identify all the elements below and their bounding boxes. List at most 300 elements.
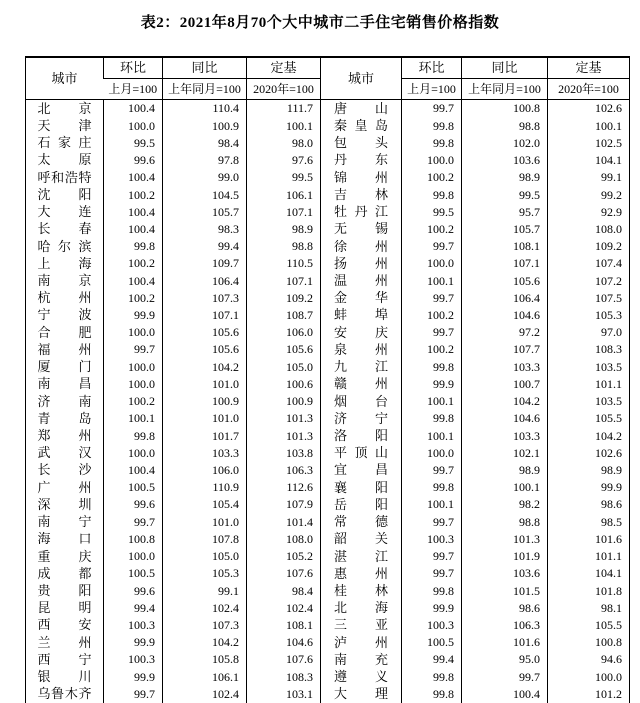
yoy-value: 101.0: [163, 376, 247, 393]
city-name: 泉州: [334, 341, 388, 357]
city-cell: [321, 462, 402, 479]
city-cell: [26, 513, 104, 530]
base-value: 104.2: [548, 427, 630, 444]
mom-value: 100.2: [402, 307, 462, 324]
mom-value: 100.1: [402, 272, 462, 289]
base-value: 105.3: [548, 307, 630, 324]
city-cell: [321, 100, 402, 118]
city-cell: [321, 393, 402, 410]
subheader-base-right: 2020年=100: [548, 79, 630, 100]
yoy-value: 107.7: [462, 341, 548, 358]
mom-value: 99.7: [402, 100, 462, 118]
base-value: 108.3: [247, 668, 321, 685]
city-name: 包头: [334, 135, 388, 151]
city-cell: [321, 186, 402, 203]
city-name: 南京: [37, 273, 92, 288]
mom-value: 99.6: [104, 496, 163, 513]
base-value: 101.1: [548, 376, 630, 393]
city-cell: [26, 289, 104, 306]
yoy-value: 106.4: [462, 289, 548, 306]
city-name: 太原: [37, 152, 92, 168]
yoy-value: 98.8: [462, 513, 548, 530]
city-name: 金华: [334, 290, 388, 306]
table-row: [26, 427, 630, 444]
table-row: [26, 496, 630, 513]
yoy-value: 107.1: [462, 255, 548, 272]
yoy-value: 108.1: [462, 238, 548, 255]
table-row: [26, 582, 630, 599]
city-name: 泸州: [334, 634, 388, 650]
base-value: 100.6: [247, 376, 321, 393]
mom-value: 100.0: [104, 548, 163, 565]
base-value: 107.1: [247, 272, 321, 289]
mom-value: 100.0: [104, 117, 163, 134]
base-value: 97.0: [548, 324, 630, 341]
city-name: 郑州: [37, 427, 92, 443]
table-body: [26, 100, 630, 703]
city-name: 合肥: [37, 324, 92, 340]
mom-value: 99.7: [104, 685, 163, 703]
mom-value: 100.5: [104, 479, 163, 496]
yoy-value: 101.6: [462, 634, 548, 651]
mom-value: 99.8: [402, 117, 462, 134]
city-cell: [26, 410, 104, 427]
table-header: [26, 57, 630, 100]
base-value: 107.4: [548, 255, 630, 272]
yoy-value: 95.7: [462, 203, 548, 220]
mom-value: 100.1: [402, 427, 462, 444]
base-value: 107.2: [548, 272, 630, 289]
city-cell: [321, 221, 402, 238]
city-name: 长沙: [37, 462, 92, 478]
base-value: 98.6: [548, 496, 630, 513]
yoy-value: 99.4: [163, 238, 247, 255]
mom-value: 100.3: [402, 530, 462, 547]
yoy-value: 107.3: [163, 289, 247, 306]
city-cell: [26, 324, 104, 341]
city-cell: [321, 289, 402, 306]
city-name: 杭州: [37, 290, 92, 306]
yoy-value: 105.6: [462, 272, 548, 289]
base-value: 101.3: [247, 410, 321, 427]
mom-value: 100.0: [104, 324, 163, 341]
city-name: 三亚: [334, 617, 388, 633]
city-cell: [26, 341, 104, 358]
city-cell: [321, 410, 402, 427]
mom-value: 100.5: [402, 634, 462, 651]
city-name: 上海: [37, 255, 92, 271]
mom-value: 99.7: [104, 341, 163, 358]
mom-value: 100.4: [104, 462, 163, 479]
city-name: 岳阳: [334, 496, 388, 512]
city-cell: [26, 530, 104, 547]
mom-value: 99.6: [104, 152, 163, 169]
yoy-value: 98.8: [462, 117, 548, 134]
city-cell: [26, 599, 104, 616]
city-name: 烟台: [334, 393, 388, 409]
header-city-right: 城市: [321, 57, 402, 100]
base-value: 112.6: [247, 479, 321, 496]
city-name: 丹东: [334, 152, 388, 168]
yoy-value: 103.3: [462, 427, 548, 444]
mom-value: 99.8: [402, 479, 462, 496]
mom-value: 99.8: [402, 582, 462, 599]
city-cell: [321, 651, 402, 668]
table-title: 表2：2021年8月70个大中城市二手住宅销售价格指数: [140, 15, 500, 31]
city-name: 平顶山: [334, 445, 388, 461]
base-value: 110.5: [247, 255, 321, 272]
city-cell: [26, 376, 104, 393]
yoy-value: 102.1: [462, 444, 548, 461]
table-row: [26, 617, 630, 634]
base-value: 108.0: [548, 221, 630, 238]
mom-value: 99.5: [402, 203, 462, 220]
mom-value: 100.4: [104, 221, 163, 238]
city-name: 南昌: [37, 376, 92, 392]
yoy-value: 104.6: [462, 307, 548, 324]
city-cell: [321, 530, 402, 547]
base-value: 100.0: [548, 668, 630, 685]
city-cell: [321, 582, 402, 599]
mom-value: 99.4: [402, 651, 462, 668]
base-value: 103.5: [548, 358, 630, 375]
table-row: [26, 548, 630, 565]
yoy-value: 98.4: [163, 134, 247, 151]
yoy-value: 98.2: [462, 496, 548, 513]
city-cell: [26, 307, 104, 324]
base-value: 100.1: [548, 117, 630, 134]
mom-value: 100.2: [104, 289, 163, 306]
city-cell: [26, 100, 104, 118]
city-cell: [26, 221, 104, 238]
base-value: 99.9: [548, 479, 630, 496]
yoy-value: 110.9: [163, 479, 247, 496]
mom-value: 100.4: [104, 203, 163, 220]
yoy-value: 101.0: [163, 410, 247, 427]
yoy-value: 106.4: [163, 272, 247, 289]
base-value: 98.8: [247, 238, 321, 255]
base-value: 98.9: [247, 221, 321, 238]
mom-value: 99.7: [402, 238, 462, 255]
yoy-value: 105.4: [163, 496, 247, 513]
base-value: 101.8: [548, 582, 630, 599]
base-value: 99.1: [548, 169, 630, 186]
city-cell: [321, 565, 402, 582]
city-name: 温州: [334, 273, 388, 288]
mom-value: 100.3: [104, 617, 163, 634]
header-row-main: [26, 57, 630, 79]
yoy-value: 98.9: [462, 462, 548, 479]
city-cell: [321, 134, 402, 151]
city-name: 济宁: [334, 410, 388, 426]
yoy-value: 101.7: [163, 427, 247, 444]
city-cell: [26, 582, 104, 599]
city-cell: [321, 685, 402, 703]
city-name: 湛江: [334, 548, 388, 564]
city-name: 广州: [37, 479, 92, 495]
yoy-value: 100.7: [462, 376, 548, 393]
base-value: 102.6: [548, 444, 630, 461]
yoy-value: 104.2: [462, 393, 548, 410]
table-row: [26, 324, 630, 341]
base-value: 102.6: [548, 100, 630, 118]
subheader-yoy-left: 上年同月=100: [163, 79, 247, 100]
city-cell: [321, 376, 402, 393]
city-name: 大连: [37, 204, 92, 220]
mom-value: 99.7: [402, 324, 462, 341]
table-row: [26, 186, 630, 203]
city-name: 徐州: [334, 238, 388, 254]
base-value: 107.5: [548, 289, 630, 306]
city-name: 牡丹江: [334, 204, 388, 220]
city-cell: [321, 599, 402, 616]
mom-value: 99.8: [402, 668, 462, 685]
table-row: [26, 117, 630, 134]
table-row: [26, 410, 630, 427]
yoy-value: 101.0: [163, 513, 247, 530]
base-value: 105.5: [548, 410, 630, 427]
city-cell: [321, 203, 402, 220]
city-name: 福州: [37, 341, 92, 357]
city-cell: [321, 634, 402, 651]
yoy-value: 107.1: [163, 307, 247, 324]
mom-value: 99.7: [402, 289, 462, 306]
city-cell: [26, 668, 104, 685]
city-name: 济南: [37, 393, 92, 409]
city-cell: [26, 393, 104, 410]
city-name: 北京: [37, 100, 92, 116]
table-row: [26, 169, 630, 186]
yoy-value: 99.5: [462, 186, 548, 203]
table-row: [26, 479, 630, 496]
mom-value: 99.9: [104, 634, 163, 651]
city-cell: [26, 444, 104, 461]
city-name: 贵阳: [37, 582, 92, 598]
yoy-value: 106.3: [462, 617, 548, 634]
table-row: [26, 255, 630, 272]
city-cell: [321, 169, 402, 186]
city-cell: [26, 479, 104, 496]
base-value: 100.8: [548, 634, 630, 651]
yoy-value: 106.0: [163, 462, 247, 479]
table-row: [26, 358, 630, 375]
table-row: [26, 289, 630, 306]
city-cell: [26, 548, 104, 565]
city-name: 石家庄: [37, 135, 92, 151]
city-cell: [26, 651, 104, 668]
price-index-table: [25, 56, 630, 703]
city-name: 南宁: [37, 514, 92, 530]
city-name: 呼和浩特: [37, 169, 92, 185]
city-name: 厦门: [37, 359, 92, 375]
mom-value: 100.4: [104, 272, 163, 289]
mom-value: 99.9: [402, 599, 462, 616]
header-base-left: 定基: [247, 57, 321, 79]
mom-value: 100.0: [104, 444, 163, 461]
base-value: 111.7: [247, 100, 321, 118]
base-value: 101.2: [548, 685, 630, 703]
yoy-value: 104.2: [163, 358, 247, 375]
city-name: 襄阳: [334, 479, 388, 495]
mom-value: 100.1: [104, 410, 163, 427]
mom-value: 99.8: [402, 410, 462, 427]
base-value: 101.6: [548, 530, 630, 547]
subheader-yoy-right: 上年同月=100: [462, 79, 548, 100]
base-value: 103.8: [247, 444, 321, 461]
city-cell: [26, 617, 104, 634]
yoy-value: 104.6: [462, 410, 548, 427]
base-value: 107.1: [247, 203, 321, 220]
base-value: 94.6: [548, 651, 630, 668]
mom-value: 100.5: [104, 565, 163, 582]
yoy-value: 110.4: [163, 100, 247, 118]
city-cell: [26, 152, 104, 169]
base-value: 98.5: [548, 513, 630, 530]
city-name: 宁波: [37, 307, 92, 323]
city-cell: [26, 186, 104, 203]
city-cell: [321, 358, 402, 375]
mom-value: 99.8: [402, 134, 462, 151]
mom-value: 99.9: [402, 376, 462, 393]
subheader-mom-right: 上月=100: [402, 79, 462, 100]
mom-value: 99.7: [402, 565, 462, 582]
base-value: 108.3: [548, 341, 630, 358]
table-row: [26, 376, 630, 393]
header-yoy-right: 同比: [462, 57, 548, 79]
city-cell: [26, 117, 104, 134]
city-cell: [321, 668, 402, 685]
base-value: 101.4: [247, 513, 321, 530]
city-name: 韶关: [334, 531, 388, 547]
yoy-value: 103.3: [462, 358, 548, 375]
yoy-value: 100.9: [163, 393, 247, 410]
city-cell: [321, 444, 402, 461]
city-cell: [26, 169, 104, 186]
base-value: 104.6: [247, 634, 321, 651]
yoy-value: 99.0: [163, 169, 247, 186]
mom-value: 100.3: [104, 651, 163, 668]
city-name: 西安: [37, 617, 92, 633]
mom-value: 100.2: [402, 169, 462, 186]
base-value: 104.1: [548, 152, 630, 169]
table-row: [26, 668, 630, 685]
base-value: 108.1: [247, 617, 321, 634]
city-name: 银川: [37, 669, 92, 685]
table-row: [26, 203, 630, 220]
city-cell: [26, 255, 104, 272]
mom-value: 100.2: [402, 341, 462, 358]
yoy-value: 105.6: [163, 341, 247, 358]
yoy-value: 104.5: [163, 186, 247, 203]
mom-value: 100.1: [402, 393, 462, 410]
base-value: 103.5: [548, 393, 630, 410]
city-name: 长春: [37, 221, 92, 237]
city-name: 宜昌: [334, 462, 388, 478]
yoy-value: 97.2: [462, 324, 548, 341]
city-name: 沈阳: [37, 186, 92, 202]
yoy-value: 98.3: [163, 221, 247, 238]
yoy-value: 102.4: [163, 685, 247, 703]
mom-value: 99.5: [104, 134, 163, 151]
mom-value: 100.2: [104, 393, 163, 410]
mom-value: 100.0: [402, 444, 462, 461]
base-value: 105.0: [247, 358, 321, 375]
table-row: [26, 513, 630, 530]
header-city-left: 城市: [26, 57, 104, 100]
base-value: 106.0: [247, 324, 321, 341]
city-name: 海口: [37, 531, 92, 547]
mom-value: 99.9: [104, 307, 163, 324]
city-cell: [26, 203, 104, 220]
city-cell: [321, 479, 402, 496]
city-cell: [321, 496, 402, 513]
table-row: [26, 599, 630, 616]
base-value: 106.1: [247, 186, 321, 203]
mom-value: 99.4: [104, 599, 163, 616]
city-cell: [26, 134, 104, 151]
table-row: [26, 444, 630, 461]
mom-value: 100.0: [402, 152, 462, 169]
base-value: 103.1: [247, 685, 321, 703]
mom-value: 100.4: [104, 169, 163, 186]
base-value: 97.6: [247, 152, 321, 169]
base-value: 102.5: [548, 134, 630, 151]
base-value: 98.0: [247, 134, 321, 151]
mom-value: 100.0: [104, 358, 163, 375]
yoy-value: 101.3: [462, 530, 548, 547]
base-value: 98.1: [548, 599, 630, 616]
yoy-value: 106.1: [163, 668, 247, 685]
city-name: 成都: [37, 565, 92, 581]
yoy-value: 103.3: [163, 444, 247, 461]
city-name: 赣州: [334, 376, 388, 392]
city-name: 洛阳: [334, 427, 388, 443]
mom-value: 99.7: [402, 462, 462, 479]
mom-value: 99.7: [402, 548, 462, 565]
yoy-value: 98.9: [462, 169, 548, 186]
city-name: 扬州: [334, 255, 388, 271]
city-cell: [321, 152, 402, 169]
mom-value: 99.7: [402, 513, 462, 530]
city-cell: [26, 685, 104, 703]
city-name: 昆明: [37, 600, 92, 616]
mom-value: 99.7: [104, 513, 163, 530]
city-cell: [321, 255, 402, 272]
city-name: 桂林: [334, 582, 388, 598]
yoy-value: 102.4: [163, 599, 247, 616]
city-cell: [321, 427, 402, 444]
table-row: [26, 685, 630, 703]
table-row: [26, 393, 630, 410]
city-name: 遵义: [334, 669, 388, 685]
base-value: 102.4: [247, 599, 321, 616]
base-value: 98.9: [548, 462, 630, 479]
mom-value: 99.8: [402, 186, 462, 203]
city-cell: [26, 238, 104, 255]
base-value: 100.9: [247, 393, 321, 410]
table-row: [26, 634, 630, 651]
base-value: 109.2: [247, 289, 321, 306]
city-name: 青岛: [37, 410, 92, 426]
base-value: 105.6: [247, 341, 321, 358]
city-cell: [321, 617, 402, 634]
yoy-value: 101.9: [462, 548, 548, 565]
mom-value: 100.3: [402, 617, 462, 634]
table-row: [26, 221, 630, 238]
base-value: 99.5: [247, 169, 321, 186]
city-cell: [26, 358, 104, 375]
header-base-right: 定基: [548, 57, 630, 79]
